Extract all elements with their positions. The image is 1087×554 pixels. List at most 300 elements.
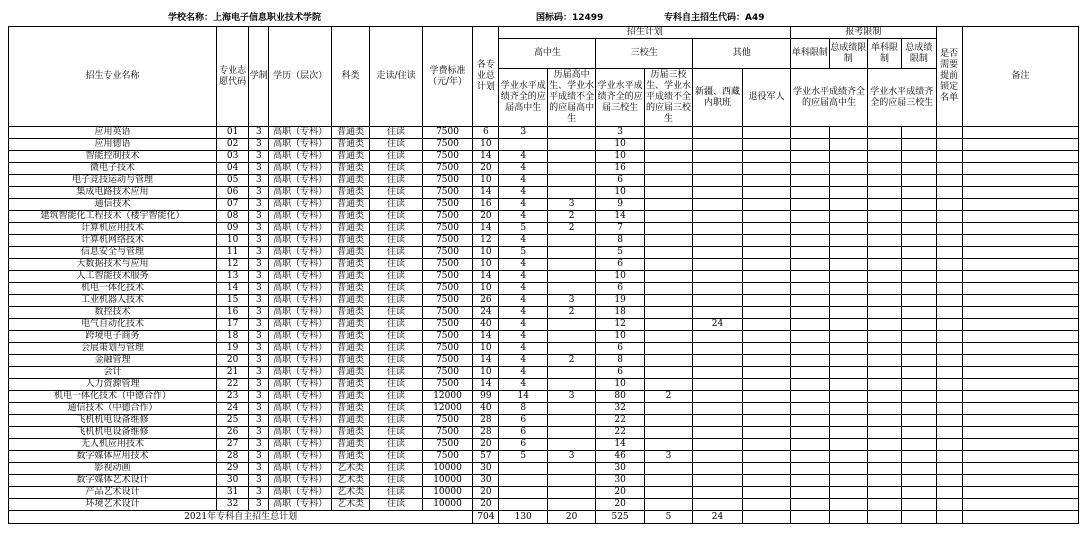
- cell-major-code: 02: [216, 139, 248, 151]
- cell-major-code: 15: [216, 295, 248, 307]
- cell-kelei: 艺术类: [331, 499, 369, 511]
- cell-xinjiang: [693, 283, 742, 295]
- cell-empty: [829, 367, 867, 379]
- cell-major-code: 11: [216, 247, 248, 259]
- cell-fee: 12000: [422, 403, 472, 415]
- table-row: [9, 499, 1079, 511]
- cell-empty: [962, 403, 1078, 415]
- cell-major-code: 28: [216, 451, 248, 463]
- cell-empty: [829, 163, 867, 175]
- cell-empty: [791, 247, 829, 259]
- cell-empty: [829, 151, 867, 163]
- cell-xuezhi: 3: [249, 283, 269, 295]
- cell-empty: [962, 151, 1078, 163]
- cell-empty: [829, 379, 867, 391]
- cell-gz2: [547, 247, 595, 259]
- cell-total: 57: [473, 451, 499, 463]
- cell-empty: [867, 499, 901, 511]
- cell-sx2: [644, 211, 692, 223]
- cell-kelei: 普通类: [331, 235, 369, 247]
- cell-total: 20: [473, 439, 499, 451]
- cell-major-code: 08: [216, 211, 248, 223]
- col-sx2: 历届三校生、学业水平成绩不全的应届三校生: [644, 69, 692, 127]
- cell-zoudu: 住读: [370, 211, 422, 223]
- cell-xueli: 高职（专科）: [269, 175, 332, 187]
- cell-gz1: [499, 475, 547, 487]
- cell-kelei: 普通类: [331, 247, 369, 259]
- table-row: [9, 307, 1079, 319]
- cell-empty: [936, 499, 962, 511]
- cell-sx1: 10: [596, 139, 644, 151]
- cell-empty: [962, 283, 1078, 295]
- cell-empty: [936, 475, 962, 487]
- cell-kelei: 普通类: [331, 223, 369, 235]
- cell-gz1: 4: [499, 271, 547, 283]
- cell-xuezhi: 3: [249, 379, 269, 391]
- cell-sx1: 22: [596, 427, 644, 439]
- cell-xuezhi: 3: [249, 175, 269, 187]
- cell-tuiyi: [742, 391, 791, 403]
- cell-xueli: 高职（专科）: [269, 187, 332, 199]
- cell-sx2: [644, 427, 692, 439]
- summary-row: [9, 511, 1079, 524]
- cell-major-name: 跨境电子商务: [9, 331, 217, 343]
- cell-empty: [829, 139, 867, 151]
- cell-sx2: [644, 223, 692, 235]
- cell-major-code: 03: [216, 151, 248, 163]
- cell-empty: [962, 379, 1078, 391]
- cell-empty: [829, 187, 867, 199]
- cell-total: 14: [473, 151, 499, 163]
- enrollment-plan-table: [8, 26, 1079, 524]
- cell-empty: [902, 355, 936, 367]
- cell-empty: [829, 463, 867, 475]
- cell-gz1: 4: [499, 259, 547, 271]
- cell-major-name: 电气自动化技术: [9, 319, 217, 331]
- summary-label: 2021年专科自主招生总计划: [9, 511, 473, 524]
- cell-kelei: 普通类: [331, 415, 369, 427]
- cell-major-name: 无人机应用技术: [9, 439, 217, 451]
- cell-sx2: [644, 367, 692, 379]
- cell-major-code: 14: [216, 283, 248, 295]
- cell-fee: 7500: [422, 211, 472, 223]
- cell-fee: 7500: [422, 199, 472, 211]
- cell-sx2: [644, 307, 692, 319]
- cell-sx1: 14: [596, 439, 644, 451]
- cell-fee: 7500: [422, 319, 472, 331]
- cell-xuezhi: 3: [249, 427, 269, 439]
- cell-xueli: 高职（专科）: [269, 319, 332, 331]
- cell-tuiyi: [742, 187, 791, 199]
- cell-gz1: 4: [499, 331, 547, 343]
- cell-empty: [962, 223, 1078, 235]
- cell-sx2: [644, 319, 692, 331]
- cell-fee: 7500: [422, 271, 472, 283]
- cell-total: 30: [473, 463, 499, 475]
- table-row: [9, 475, 1079, 487]
- cell-empty: [962, 199, 1078, 211]
- cell-empty: [902, 187, 936, 199]
- col-tuiyi: 退役军人: [742, 69, 791, 127]
- cell-zoudu: 住读: [370, 187, 422, 199]
- cell-xuezhi: 3: [249, 139, 269, 151]
- cell-sx2: [644, 283, 692, 295]
- cell-gz1: 4: [499, 175, 547, 187]
- col-xueli: 学历（层次）: [269, 27, 332, 127]
- cell-xuezhi: 3: [249, 259, 269, 271]
- cell-gz1: 4: [499, 355, 547, 367]
- cell-sx1: 30: [596, 463, 644, 475]
- cell-total: 28: [473, 415, 499, 427]
- cell-xinjiang: [693, 187, 742, 199]
- cell-gz1: 4: [499, 283, 547, 295]
- cell-empty: [829, 247, 867, 259]
- cell-major-name: 飞机机电设备维修: [9, 427, 217, 439]
- cell-xueli: 高职（专科）: [269, 211, 332, 223]
- cell-empty: [791, 283, 829, 295]
- cell-empty: [902, 271, 936, 283]
- cell-empty: [867, 355, 901, 367]
- cell-tuiyi: [742, 271, 791, 283]
- cell-gz2: 3: [547, 451, 595, 463]
- cell-total: 20: [473, 487, 499, 499]
- cell-gz2: [547, 175, 595, 187]
- cell-empty: [902, 463, 936, 475]
- cell-total: 10: [473, 343, 499, 355]
- cell-xuezhi: 3: [249, 127, 269, 139]
- cell-empty: [962, 439, 1078, 451]
- cell-empty: [902, 367, 936, 379]
- col-note: 备注: [962, 27, 1078, 127]
- cell-empty: [867, 151, 901, 163]
- table-row: [9, 415, 1079, 427]
- cell-sx1: 14: [596, 211, 644, 223]
- cell-empty: [936, 211, 962, 223]
- cell-zoudu: 住读: [370, 175, 422, 187]
- cell-gz2: [547, 379, 595, 391]
- cell-empty: [962, 139, 1078, 151]
- cell-major-code: 04: [216, 163, 248, 175]
- cell-kelei: 普通类: [331, 187, 369, 199]
- cell-gz1: 6: [499, 439, 547, 451]
- cell-major-code: 29: [216, 463, 248, 475]
- cell-xinjiang: [693, 379, 742, 391]
- cell-empty: [902, 439, 936, 451]
- cell-xuezhi: 3: [249, 211, 269, 223]
- col-dkxz2: 单科限制: [867, 39, 901, 69]
- cell-empty: [962, 319, 1078, 331]
- cell-empty: [829, 223, 867, 235]
- cell-major-name: 建筑智能化工程技术（楼宇智能化）: [9, 211, 217, 223]
- cell-empty: [936, 403, 962, 415]
- cell-gz1: 4: [499, 199, 547, 211]
- col-fee: 学费标准（元/年）: [422, 27, 472, 127]
- cell-kelei: 普通类: [331, 367, 369, 379]
- cell-gz2: 3: [547, 199, 595, 211]
- cell-empty: [867, 343, 901, 355]
- cell-empty: [791, 175, 829, 187]
- table-row: [9, 427, 1079, 439]
- cell-zoudu: 住读: [370, 295, 422, 307]
- cell-xueli: 高职（专科）: [269, 295, 332, 307]
- cell-kelei: 普通类: [331, 151, 369, 163]
- cell-major-name: 应用英语: [9, 127, 217, 139]
- cell-empty: [902, 127, 936, 139]
- cell-xinjiang: [693, 415, 742, 427]
- cell-major-code: 10: [216, 235, 248, 247]
- cell-gz2: [547, 139, 595, 151]
- cell-major-code: 20: [216, 355, 248, 367]
- cell-empty: [867, 307, 901, 319]
- cell-gz2: [547, 235, 595, 247]
- cell-gz2: 2: [547, 211, 595, 223]
- cell-xuezhi: 3: [249, 343, 269, 355]
- cell-sx1: 20: [596, 499, 644, 511]
- cell-kelei: 普通类: [331, 319, 369, 331]
- document-header: [0, 10, 1087, 24]
- col-qita: 其他: [693, 39, 791, 69]
- cell-major-code: 05: [216, 175, 248, 187]
- cell-empty: [867, 127, 901, 139]
- cell-kelei: 普通类: [331, 175, 369, 187]
- cell-major-name: 人力资源管理: [9, 379, 217, 391]
- cell-empty: [829, 391, 867, 403]
- cell-empty: [902, 403, 936, 415]
- cell-kelei: 普通类: [331, 199, 369, 211]
- cell-tuiyi: [742, 403, 791, 415]
- cell-empty: [829, 427, 867, 439]
- cell-empty: [791, 343, 829, 355]
- cell-sx2: [644, 139, 692, 151]
- cell-empty: [791, 151, 829, 163]
- cell-tuiyi: [742, 127, 791, 139]
- cell-empty: [829, 499, 867, 511]
- cell-empty: [902, 247, 936, 259]
- cell-empty: [936, 319, 962, 331]
- cell-xinjiang: [693, 343, 742, 355]
- cell-empty: [867, 187, 901, 199]
- cell-empty: [791, 355, 829, 367]
- cell-empty: [902, 391, 936, 403]
- cell-empty: [867, 451, 901, 463]
- cell-gz2: [547, 331, 595, 343]
- cell-empty: [791, 475, 829, 487]
- cell-empty: [829, 319, 867, 331]
- cell-kelei: 普通类: [331, 139, 369, 151]
- cell-total: 16: [473, 199, 499, 211]
- cell-xuezhi: 3: [249, 367, 269, 379]
- cell-empty: [791, 163, 829, 175]
- cell-empty: [829, 127, 867, 139]
- cell-gz1: 6: [499, 427, 547, 439]
- cell-kelei: 普通类: [331, 211, 369, 223]
- cell-empty: [962, 463, 1078, 475]
- cell-kelei: 普通类: [331, 307, 369, 319]
- cell-major-code: 22: [216, 379, 248, 391]
- cell-total: 10: [473, 367, 499, 379]
- cell-major-name: 通信技术（中德合作）: [9, 403, 217, 415]
- cell-sx1: 6: [596, 175, 644, 187]
- cell-major-code: 32: [216, 499, 248, 511]
- summary-tuiyi: [742, 511, 791, 524]
- cell-gz2: 2: [547, 307, 595, 319]
- cell-gz1: 3: [499, 127, 547, 139]
- cell-empty: [962, 271, 1078, 283]
- cell-empty: [936, 127, 962, 139]
- cell-xueli: 高职（专科）: [269, 415, 332, 427]
- cell-major-name: 电子竞技运动与管理: [9, 175, 217, 187]
- cell-kelei: 普通类: [331, 343, 369, 355]
- cell-xuezhi: 3: [249, 295, 269, 307]
- cell-tuiyi: [742, 211, 791, 223]
- cell-fee: 7500: [422, 343, 472, 355]
- cell-sx2: [644, 127, 692, 139]
- cell-major-name: 计算机网络技术: [9, 235, 217, 247]
- cell-zoudu: 住读: [370, 151, 422, 163]
- cell-fee: 7500: [422, 295, 472, 307]
- cell-sx2: [644, 499, 692, 511]
- table-row: [9, 259, 1079, 271]
- cell-empty: [829, 355, 867, 367]
- cell-empty: [867, 283, 901, 295]
- cell-gz1: 5: [499, 223, 547, 235]
- cell-xueli: 高职（专科）: [269, 367, 332, 379]
- cell-tuiyi: [742, 295, 791, 307]
- cell-empty: [902, 319, 936, 331]
- cell-zoudu: 住读: [370, 379, 422, 391]
- cell-fee: 7500: [422, 127, 472, 139]
- cell-gz2: [547, 127, 595, 139]
- cell-xuezhi: 3: [249, 223, 269, 235]
- cell-major-code: 27: [216, 439, 248, 451]
- cell-empty: [962, 247, 1078, 259]
- cell-sx1: 22: [596, 415, 644, 427]
- cell-gz1: [499, 139, 547, 151]
- cell-empty: [829, 439, 867, 451]
- cell-sx1: 8: [596, 355, 644, 367]
- cell-gz2: [547, 187, 595, 199]
- cell-sx1: 8: [596, 235, 644, 247]
- col-xuezhi: 学制: [249, 27, 269, 127]
- summary-gz1: 130: [499, 511, 547, 524]
- cell-sx1: 3: [596, 127, 644, 139]
- col-limit-gz: 学业水平成绩齐全的应届高中生: [791, 69, 868, 127]
- cell-empty: [867, 487, 901, 499]
- cell-xueli: 高职（专科）: [269, 163, 332, 175]
- cell-total: 14: [473, 379, 499, 391]
- cell-gz2: [547, 367, 595, 379]
- cell-total: 6: [473, 127, 499, 139]
- cell-xinjiang: [693, 127, 742, 139]
- cell-major-code: 21: [216, 367, 248, 379]
- cell-fee: 7500: [422, 259, 472, 271]
- cell-empty: [902, 283, 936, 295]
- cell-empty: [867, 139, 901, 151]
- cell-sx1: 7: [596, 223, 644, 235]
- cell-sx2: [644, 163, 692, 175]
- cell-kelei: 普通类: [331, 259, 369, 271]
- cell-sx2: [644, 331, 692, 343]
- cell-empty: [902, 487, 936, 499]
- summary-empty: [791, 511, 829, 524]
- cell-gz1: 4: [499, 379, 547, 391]
- cell-empty: [902, 379, 936, 391]
- cell-gz2: [547, 415, 595, 427]
- cell-major-code: 24: [216, 403, 248, 415]
- cell-tuiyi: [742, 475, 791, 487]
- cell-major-name: 通信技术: [9, 199, 217, 211]
- cell-empty: [791, 211, 829, 223]
- cell-xuezhi: 3: [249, 199, 269, 211]
- cell-xueli: 高职（专科）: [269, 331, 332, 343]
- col-sx1: 学业水平成绩齐全的应届三校生: [596, 69, 644, 127]
- cell-empty: [867, 427, 901, 439]
- cell-sx1: 6: [596, 283, 644, 295]
- cell-xueli: 高职（专科）: [269, 271, 332, 283]
- cell-kelei: 艺术类: [331, 463, 369, 475]
- cell-xuezhi: 3: [249, 439, 269, 451]
- col-zoudu: 走读/住读: [370, 27, 422, 127]
- table-row: [9, 343, 1079, 355]
- cell-xueli: 高职（专科）: [269, 403, 332, 415]
- cell-major-name: 工业机器人技术: [9, 295, 217, 307]
- cell-xueli: 高职（专科）: [269, 127, 332, 139]
- cell-empty: [791, 319, 829, 331]
- cell-total: 14: [473, 331, 499, 343]
- cell-empty: [867, 475, 901, 487]
- table-row: [9, 487, 1079, 499]
- cell-tuiyi: [742, 439, 791, 451]
- cell-sx1: 46: [596, 451, 644, 463]
- cell-empty: [867, 247, 901, 259]
- cell-fee: 7500: [422, 451, 472, 463]
- cell-gz2: [547, 463, 595, 475]
- cell-tuiyi: [742, 199, 791, 211]
- table-row: [9, 451, 1079, 463]
- cell-gz2: [547, 487, 595, 499]
- cell-empty: [962, 127, 1078, 139]
- cell-empty: [936, 271, 962, 283]
- cell-kelei: 普通类: [331, 403, 369, 415]
- cell-kelei: 艺术类: [331, 475, 369, 487]
- cell-sx2: [644, 259, 692, 271]
- cell-empty: [791, 223, 829, 235]
- cell-kelei: 普通类: [331, 283, 369, 295]
- cell-empty: [867, 319, 901, 331]
- cell-xinjiang: [693, 403, 742, 415]
- cell-empty: [936, 307, 962, 319]
- cell-xuezhi: 3: [249, 403, 269, 415]
- table-row: [9, 199, 1079, 211]
- cell-tuiyi: [742, 379, 791, 391]
- cell-empty: [902, 223, 936, 235]
- cell-empty: [867, 175, 901, 187]
- cell-xueli: 高职（专科）: [269, 487, 332, 499]
- cell-major-name: 大数据技术与应用: [9, 259, 217, 271]
- cell-empty: [962, 295, 1078, 307]
- cell-empty: [791, 403, 829, 415]
- cell-sx2: [644, 403, 692, 415]
- cell-xueli: 高职（专科）: [269, 499, 332, 511]
- cell-empty: [962, 355, 1078, 367]
- col-lock: 是否需要提前锁定名单: [936, 27, 962, 127]
- cell-gz1: 4: [499, 211, 547, 223]
- table-row: [9, 139, 1079, 151]
- cell-empty: [829, 211, 867, 223]
- cell-empty: [962, 475, 1078, 487]
- cell-zoudu: 住读: [370, 487, 422, 499]
- cell-xinjiang: [693, 463, 742, 475]
